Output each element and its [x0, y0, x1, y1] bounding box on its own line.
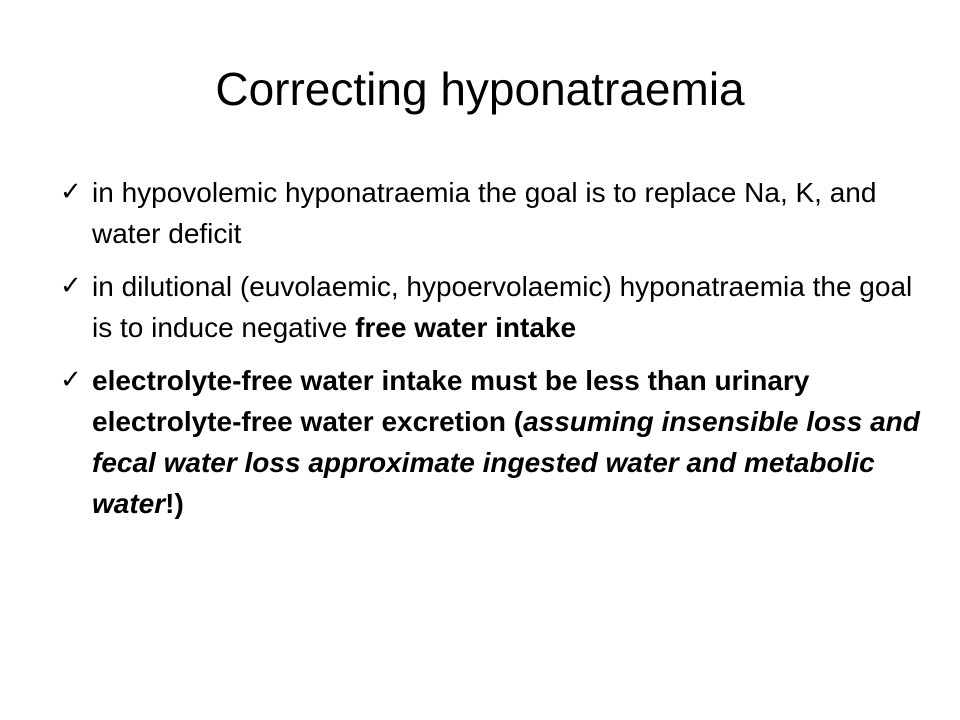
bullet-item-hypovolemic	[60, 172, 920, 254]
bullet-text-bold: electrolyte-free water intake must be less than urinary electrolyte-free water excretion (	[92, 365, 810, 437]
bullet-list	[60, 172, 920, 536]
bullet-text	[92, 266, 920, 348]
bullet-item-dilutional	[60, 266, 920, 348]
bullet-text-bold: !)	[165, 488, 184, 519]
check-icon: ✓	[60, 177, 82, 207]
bullet-text	[92, 360, 920, 524]
bullet-text-bold: free water intake	[355, 312, 577, 343]
bullet-text-plain: in dilutional (euvolaemic, hypoervolaemic) hyponatraemia the goal is to induce negative	[92, 271, 913, 343]
bullet-item-electrolyte-free	[60, 360, 920, 524]
slide-title: Correcting hyponatraemia	[215, 63, 745, 115]
check-icon: ✓	[60, 365, 82, 395]
bullet-text: in hypovolemic hyponatraemia the goal is to replace Na, K, and water deficit	[92, 177, 877, 249]
check-icon: ✓	[60, 271, 82, 301]
bullet-text-bold-italic: assuming insensible loss and fecal water loss approximate ingested water and metabolic water	[92, 406, 920, 519]
